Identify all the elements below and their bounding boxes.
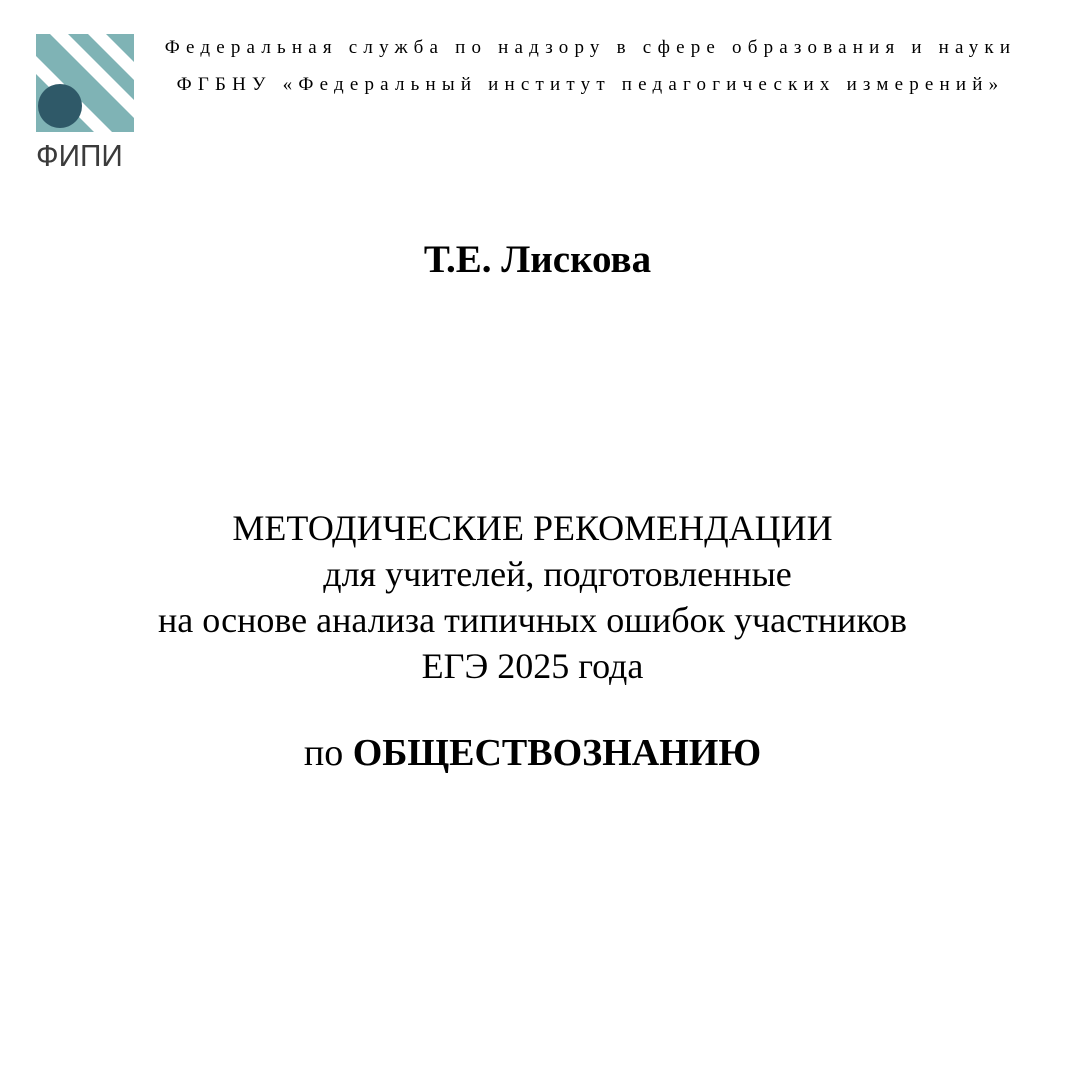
title-line-1: МЕТОДИЧЕСКИЕ РЕКОМЕНДАЦИИ: [232, 508, 833, 548]
title-line-3: на основе анализа типичных ошибок участников: [158, 600, 907, 640]
subject-name: ОБЩЕСТВОЗНАНИЮ: [352, 732, 762, 774]
subject-prefix: по: [303, 732, 344, 774]
author-name: Т.Е. Лискова: [423, 238, 652, 281]
title-line-4: ЕГЭ 2025 года: [421, 646, 644, 686]
logo-text: ФИПИ: [36, 138, 123, 173]
subject-line: [0, 734, 1065, 772]
document-title: [0, 505, 1065, 689]
agency-name: Федеральная служба по надзору в сфере образования и науки: [164, 37, 1017, 58]
title-line-2: для учителей, подготовленные: [323, 554, 792, 594]
institute-name: ФГБНУ «Федеральный институт педагогических измерений»: [176, 74, 1005, 95]
